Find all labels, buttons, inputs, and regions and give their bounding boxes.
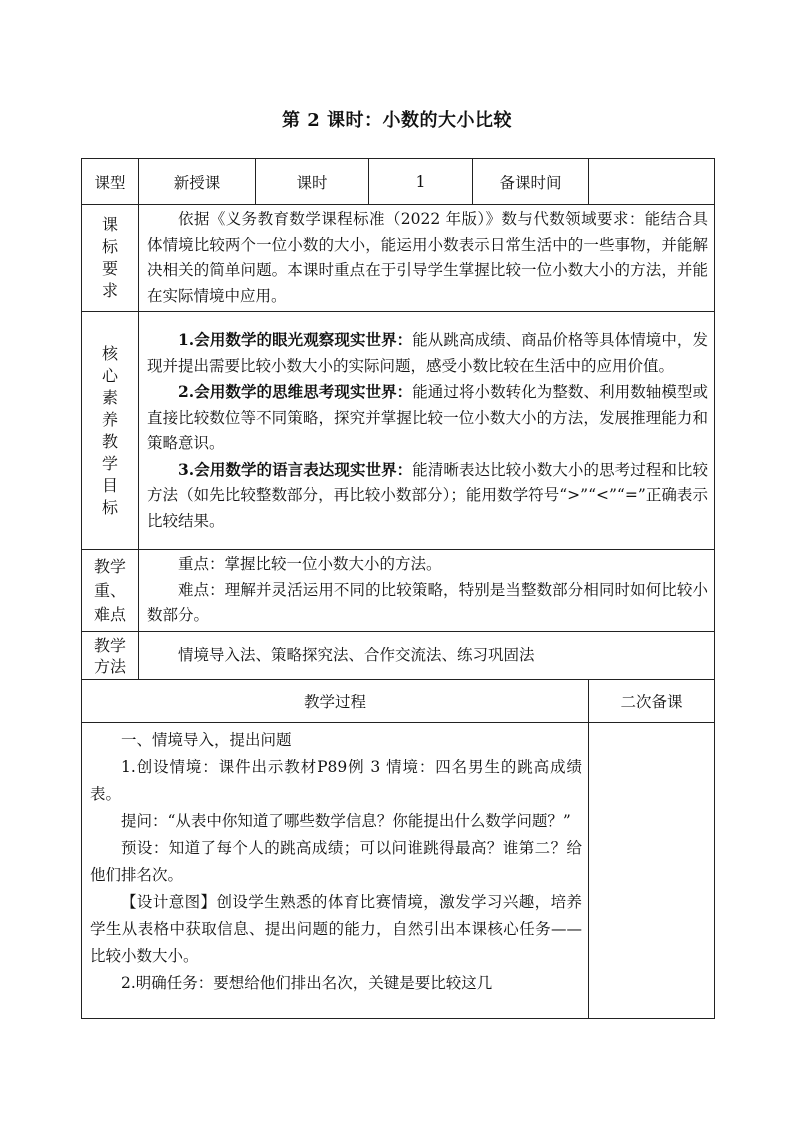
difficult-point-text: 难点：理解并灵活运用不同的比较策略，特别是当整数部分相同时如何比较小数部分。	[147, 580, 708, 625]
prep-time-label: 备课时间	[473, 159, 589, 205]
keypoints-label: 教学 重、 难点	[82, 550, 139, 632]
literacy-row	[82, 312, 715, 550]
process-row	[82, 723, 715, 1019]
hours-value: 1	[369, 159, 473, 205]
second-prep-cell	[589, 723, 715, 1019]
method-row	[82, 632, 715, 680]
process-header: 教学过程	[82, 680, 589, 723]
process-header-row	[82, 680, 715, 723]
literacy-item-2: 2.会用数学的思维思考现实世界：能通过将小数转化为整数、利用数轴模型或直接比较数位等不同策略，探究并掌握比较一位小数大小的方法，发展推理能力和策略意识。	[147, 382, 708, 452]
standard-row	[82, 205, 715, 312]
literacy-label: 核 心 素 养 教 学 目 标	[82, 312, 139, 550]
standard-text: 依据《义务教育数学课程标准（2022 年版）》数与代数领域要求：能结合具体情境比较两个一位小数的大小，能运用小数表示日常生活中的一些事物，并能解决相关的简单问题。本课时重点在于引导学生掌握比较一位小数大小的方法，并能在实际情境中应用。	[147, 210, 708, 305]
literacy-item-3: 3.会用数学的语言表达现实世界：能清晰表达比较小数大小的思考过程和比较方法（如先比较整数部分，再比较小数部分）；能用数学符号“>”“<”“=”正确表示比较结果。	[147, 459, 708, 530]
keypoints-row	[82, 550, 715, 632]
process-paragraph: 2.明确任务：要想给他们排出名次，关键是要比较这几	[121, 974, 493, 992]
type-value: 新授课	[139, 159, 256, 205]
process-paragraph: 1.创设情境：课件出示教材P89例 3 情境：四名男生的跳高成绩表。	[90, 758, 582, 803]
process-step-heading: 一、情境导入，提出问题	[121, 731, 292, 749]
page-title: 第 2 课时：小数的大小比较	[281, 110, 513, 131]
method-content	[139, 632, 715, 680]
info-row	[82, 159, 715, 205]
key-point-text: 重点：掌握比较一位小数大小的方法。	[178, 555, 442, 574]
method-text: 情境导入法、策略探究法、合作交流法、练习巩固法	[178, 645, 535, 664]
standard-content	[139, 205, 715, 312]
process-paragraph: 提问：“从表中你知道了哪些数学信息？你能提出什么数学问题？”	[121, 812, 571, 830]
keypoints-content	[139, 550, 715, 632]
second-prep-header: 二次备课	[589, 680, 715, 723]
method-label: 教学 方法	[82, 632, 139, 680]
standard-label: 课 标 要 求	[82, 205, 139, 312]
type-label: 课型	[82, 159, 139, 205]
prep-time-value	[589, 159, 715, 205]
process-content	[82, 723, 589, 1019]
lesson-plan-table	[81, 158, 715, 1019]
hours-label: 课时	[256, 159, 369, 205]
process-paragraph: 【设计意图】创设学生熟悉的体育比赛情境，激发学习兴趣，培养学生从表格中获取信息、提出问题的能力，自然引出本课核心任务——比较小数大小。	[90, 893, 582, 965]
process-paragraph: 预设：知道了每个人的跳高成绩；可以问谁跳得最高？谁第二？给他们排名次。	[90, 839, 582, 884]
literacy-content	[139, 312, 715, 550]
literacy-item-1: 1.会用数学的眼光观察现实世界：能从跳高成绩、商品价格等具体情境中，发现并提出需要比较小数大小的实际问题，感受小数比较在生活中的应用价值。	[147, 330, 708, 375]
